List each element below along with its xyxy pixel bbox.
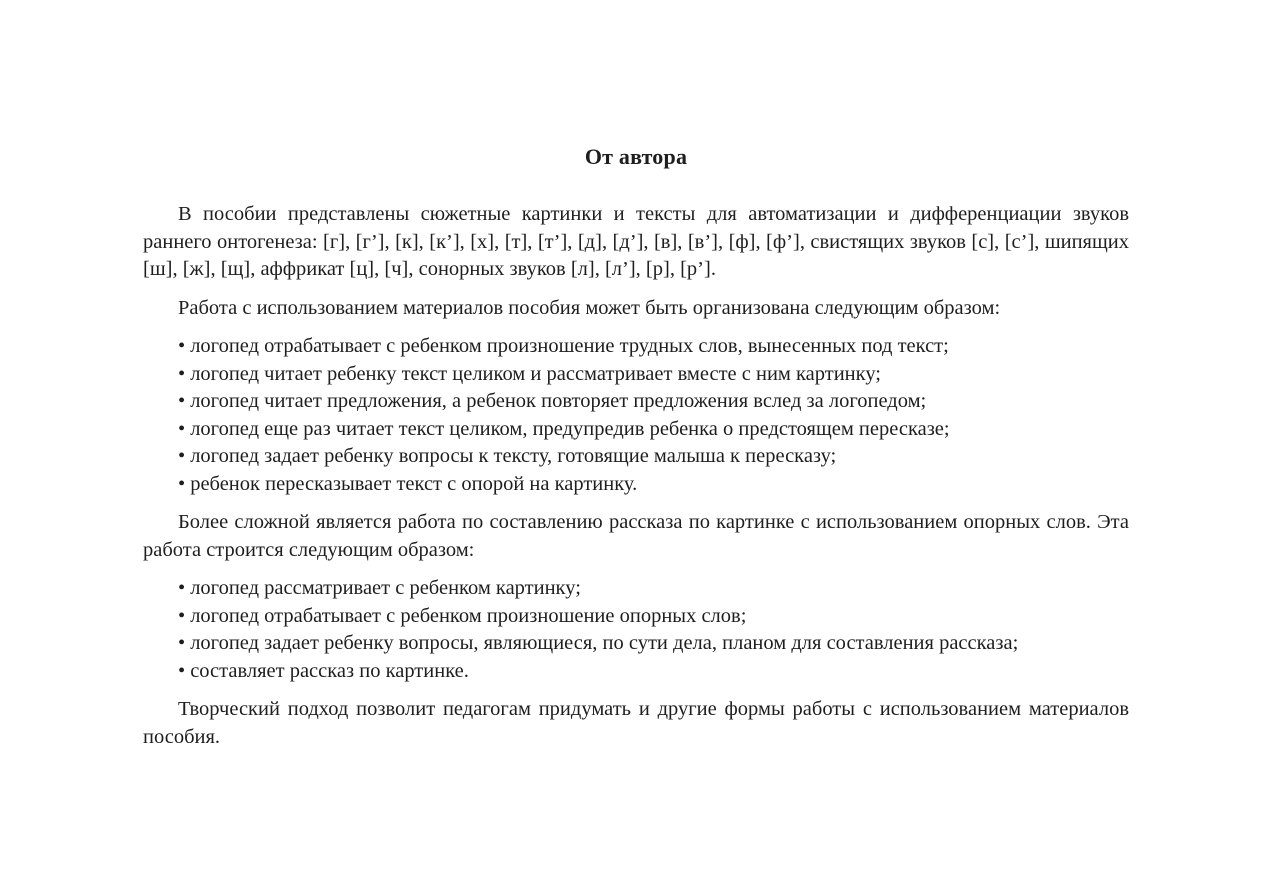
list-item-text: логопед задает ребенку вопросы, являющиеся, по сути дела, планом для составления рассказа; [190,632,1019,654]
list-item-text: логопед отрабатывает с ребенком произношение трудных слов, вынесенных под текст; [190,335,949,357]
list-item [178,658,1129,686]
list-item-text: составляет рассказ по картинке. [190,659,469,682]
list-item [178,361,1129,389]
list-item [178,630,1129,658]
bullet-icon: • [178,659,186,682]
complex-intro-paragraph: Более сложной является работа по составлению рассказа по картинке с использованием опорных слов. Эта работа строится следующим образом: [143,511,1129,561]
basic-work-list [143,333,1129,498]
complex-work-list [143,575,1129,685]
list-item-text: логопед отрабатывает с ребенком произношение опорных слов; [190,604,747,627]
bullet-icon: • [178,417,186,440]
bullet-icon: • [178,362,186,385]
bullet-icon: • [178,577,186,599]
document-page [143,142,1129,762]
list-item [178,471,1129,499]
list-item-text: логопед задает ребенку вопросы к тексту, готовящие малыша к пересказу; [190,445,837,467]
work-intro-paragraph: Работа с использованием материалов пособия может быть организована следующим образом: [178,296,1001,319]
list-item [178,388,1129,416]
bullet-icon: • [178,390,186,412]
list-item-text: логопед читает ребенку текст целиком и рассматривает вместе с ним картинку; [190,362,881,385]
bullet-icon: • [178,445,186,467]
list-item-text: логопед читает предложения, а ребенок повторяет предложения вслед за логопедом; [190,390,927,412]
list-item-text: логопед еще раз читает текст целиком, предупредив ребенка о предстоящем пересказе; [190,417,950,440]
closing-paragraph: Творческий подход позволит педагогам придумать и другие формы работы с использованием материалов пособия. [143,698,1129,748]
list-item [178,575,1129,603]
bullet-icon: • [178,335,186,357]
intro-paragraph: В пособии представлены сюжетные картинки и тексты для автоматизации и дифференциации звуков раннего онтогенеза: [г], [г’], [к], [к’], [х], [т], [т’], [д], [д’], [в], [в’], [ф], [ф’], свистящих звуков [с], [с’], шипящих [ш], [ж], [щ], аффрикат [ц], [ч], сонорных звуков [л], [л’], [р], [р’]. [143,203,1129,280]
list-item [178,333,1129,361]
page-title: От автора [584,144,688,169]
list-item-text: ребенок пересказывает текст с опорой на картинку. [190,472,638,495]
list-item-text: логопед рассматривает с ребенком картинку; [190,577,581,599]
list-item [178,416,1129,444]
list-item [178,603,1129,631]
bullet-icon: • [178,632,186,654]
bullet-icon: • [178,472,186,495]
bullet-icon: • [178,604,186,627]
list-item [178,443,1129,471]
